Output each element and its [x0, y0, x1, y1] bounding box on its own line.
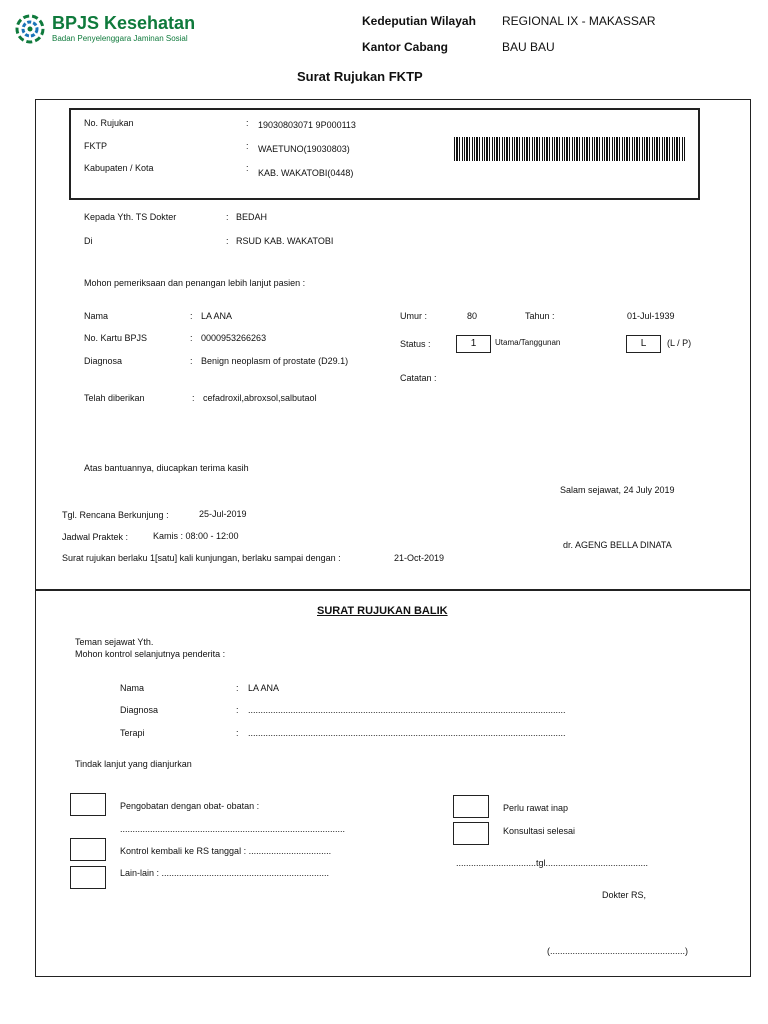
back-greet-2: Mohon kontrol selanjutnya penderita :: [75, 649, 226, 659]
followup-label: Tindak lanjut yang dianjurkan: [75, 759, 192, 769]
given-colon: :: [192, 393, 195, 403]
name-colon: :: [190, 311, 193, 321]
year-label: Tahun :: [525, 311, 555, 321]
back-diag-line: ...............................................................................................................................: [248, 705, 566, 715]
validity-date: 21-Oct-2019: [394, 553, 445, 563]
control-label: Kontrol kembali ke RS tanggal : .................................: [120, 846, 332, 856]
branch-label: Kantor Cabang: [362, 40, 449, 54]
barcode-icon: [454, 137, 686, 161]
dob-value: 01-Jul-1939: [627, 311, 675, 321]
fktp-label: FKTP: [84, 141, 108, 151]
back-therapy-label: Terapi: [120, 728, 145, 738]
validity-text: Surat rujukan berlaku 1[satu] kali kunjungan, berlaku sampai dengan :: [62, 553, 341, 563]
bpjs-logo-icon: [14, 13, 46, 45]
back-title: SURAT RUJUKAN BALIK: [317, 605, 448, 617]
card-label: No. Kartu BPJS: [84, 333, 148, 343]
brand-name: BPJS Kesehatan: [52, 13, 196, 33]
back-greet-1: Teman sejawat Yth.: [75, 637, 154, 647]
to-label: Kepada Yth. TS Dokter: [84, 212, 177, 222]
diag-label: Diagnosa: [84, 356, 123, 366]
status-type: Utama/Tanggunan: [495, 338, 561, 347]
doctor-rs-label: Dokter RS,: [602, 890, 647, 900]
given-label: Telah diberikan: [84, 393, 145, 403]
inpatient-label: Perlu rawat inap: [503, 803, 569, 813]
date-line: ................................tgl.........................................: [456, 858, 649, 868]
back-name-label: Nama: [120, 683, 145, 693]
diag-value: Benign neoplasm of prostate (D29.1): [201, 356, 349, 366]
note-label: Catatan :: [400, 373, 437, 383]
back-name-value: LA ANA: [248, 683, 280, 693]
meds-label: Pengobatan dengan obat- obatan :: [120, 801, 260, 811]
other-checkbox[interactable]: [70, 866, 106, 889]
name-label: Nama: [84, 311, 109, 321]
greeting-date: Salam sejawat, 24 July 2019: [560, 485, 675, 495]
age-value: 80: [467, 311, 478, 321]
schedule-value: Kamis : 08:00 - 12:00: [153, 531, 239, 541]
sex-box: L: [626, 335, 661, 353]
signature-line: (......................................................): [547, 946, 689, 956]
deputy-label: Kedeputian Wilayah: [362, 14, 476, 28]
ref-colon-2: :: [246, 141, 249, 151]
back-therapy-colon: :: [236, 728, 239, 738]
ref-colon-1: :: [246, 118, 249, 128]
age-label: Umur :: [400, 311, 427, 321]
inpatient-checkbox[interactable]: [453, 795, 489, 818]
done-label: Konsultasi selesai: [503, 826, 576, 836]
request-text: Mohon pemeriksaan dan penangan lebih lanjut pasien :: [84, 278, 306, 288]
referral-back-frame: [35, 589, 751, 977]
brand-subtitle: Badan Penyelenggara Jaminan Sosial: [52, 34, 188, 43]
meds-checkbox[interactable]: [70, 793, 106, 816]
visit-label: Tgl. Rencana Berkunjung :: [62, 510, 169, 520]
back-diag-label: Diagnosa: [120, 705, 159, 715]
ref-no-value: 19030803071 9P000113: [258, 120, 356, 130]
ref-colon-3: :: [246, 163, 249, 173]
given-value: cefadroxil,abroxsol,salbutaol: [203, 393, 317, 403]
card-colon: :: [190, 333, 193, 343]
at-label: Di: [84, 236, 93, 246]
control-checkbox[interactable]: [70, 838, 106, 861]
at-colon: :: [226, 236, 229, 246]
name-value: LA ANA: [201, 311, 233, 321]
to-value: BEDAH: [236, 212, 268, 222]
sex-hint: (L / P): [667, 338, 692, 348]
to-colon: :: [226, 212, 229, 222]
kab-label: Kabupaten / Kota: [84, 163, 154, 173]
fktp-value: WAETUNO(19030803): [258, 144, 350, 154]
back-name-colon: :: [236, 683, 239, 693]
done-checkbox[interactable]: [453, 822, 489, 845]
meds-line: ..........................................................................................: [120, 824, 346, 834]
card-value: 0000953266263: [201, 333, 267, 343]
at-value: RSUD KAB. WAKATOBI: [236, 236, 334, 246]
diag-colon: :: [190, 356, 193, 366]
deputy-value: REGIONAL IX - MAKASSAR: [502, 14, 656, 28]
kab-value: KAB. WAKATOBI(0448): [258, 168, 354, 178]
visit-value: 25-Jul-2019: [199, 509, 247, 519]
back-therapy-line: ...............................................................................................................................: [248, 728, 566, 738]
status-box: 1: [456, 335, 491, 353]
thanks-text: Atas bantuannya, diucapkan terima kasih: [84, 463, 249, 473]
referring-doctor: dr. AGENG BELLA DINATA: [563, 540, 672, 550]
schedule-label: Jadwal Praktek :: [62, 532, 129, 542]
branch-value: BAU BAU: [502, 40, 555, 54]
other-label: Lain-lain : ...................................................................: [120, 868, 330, 878]
ref-no-label: No. Rujukan: [84, 118, 134, 128]
back-diag-colon: :: [236, 705, 239, 715]
status-label: Status :: [400, 339, 431, 349]
page-title: Surat Rujukan FKTP: [297, 69, 423, 84]
